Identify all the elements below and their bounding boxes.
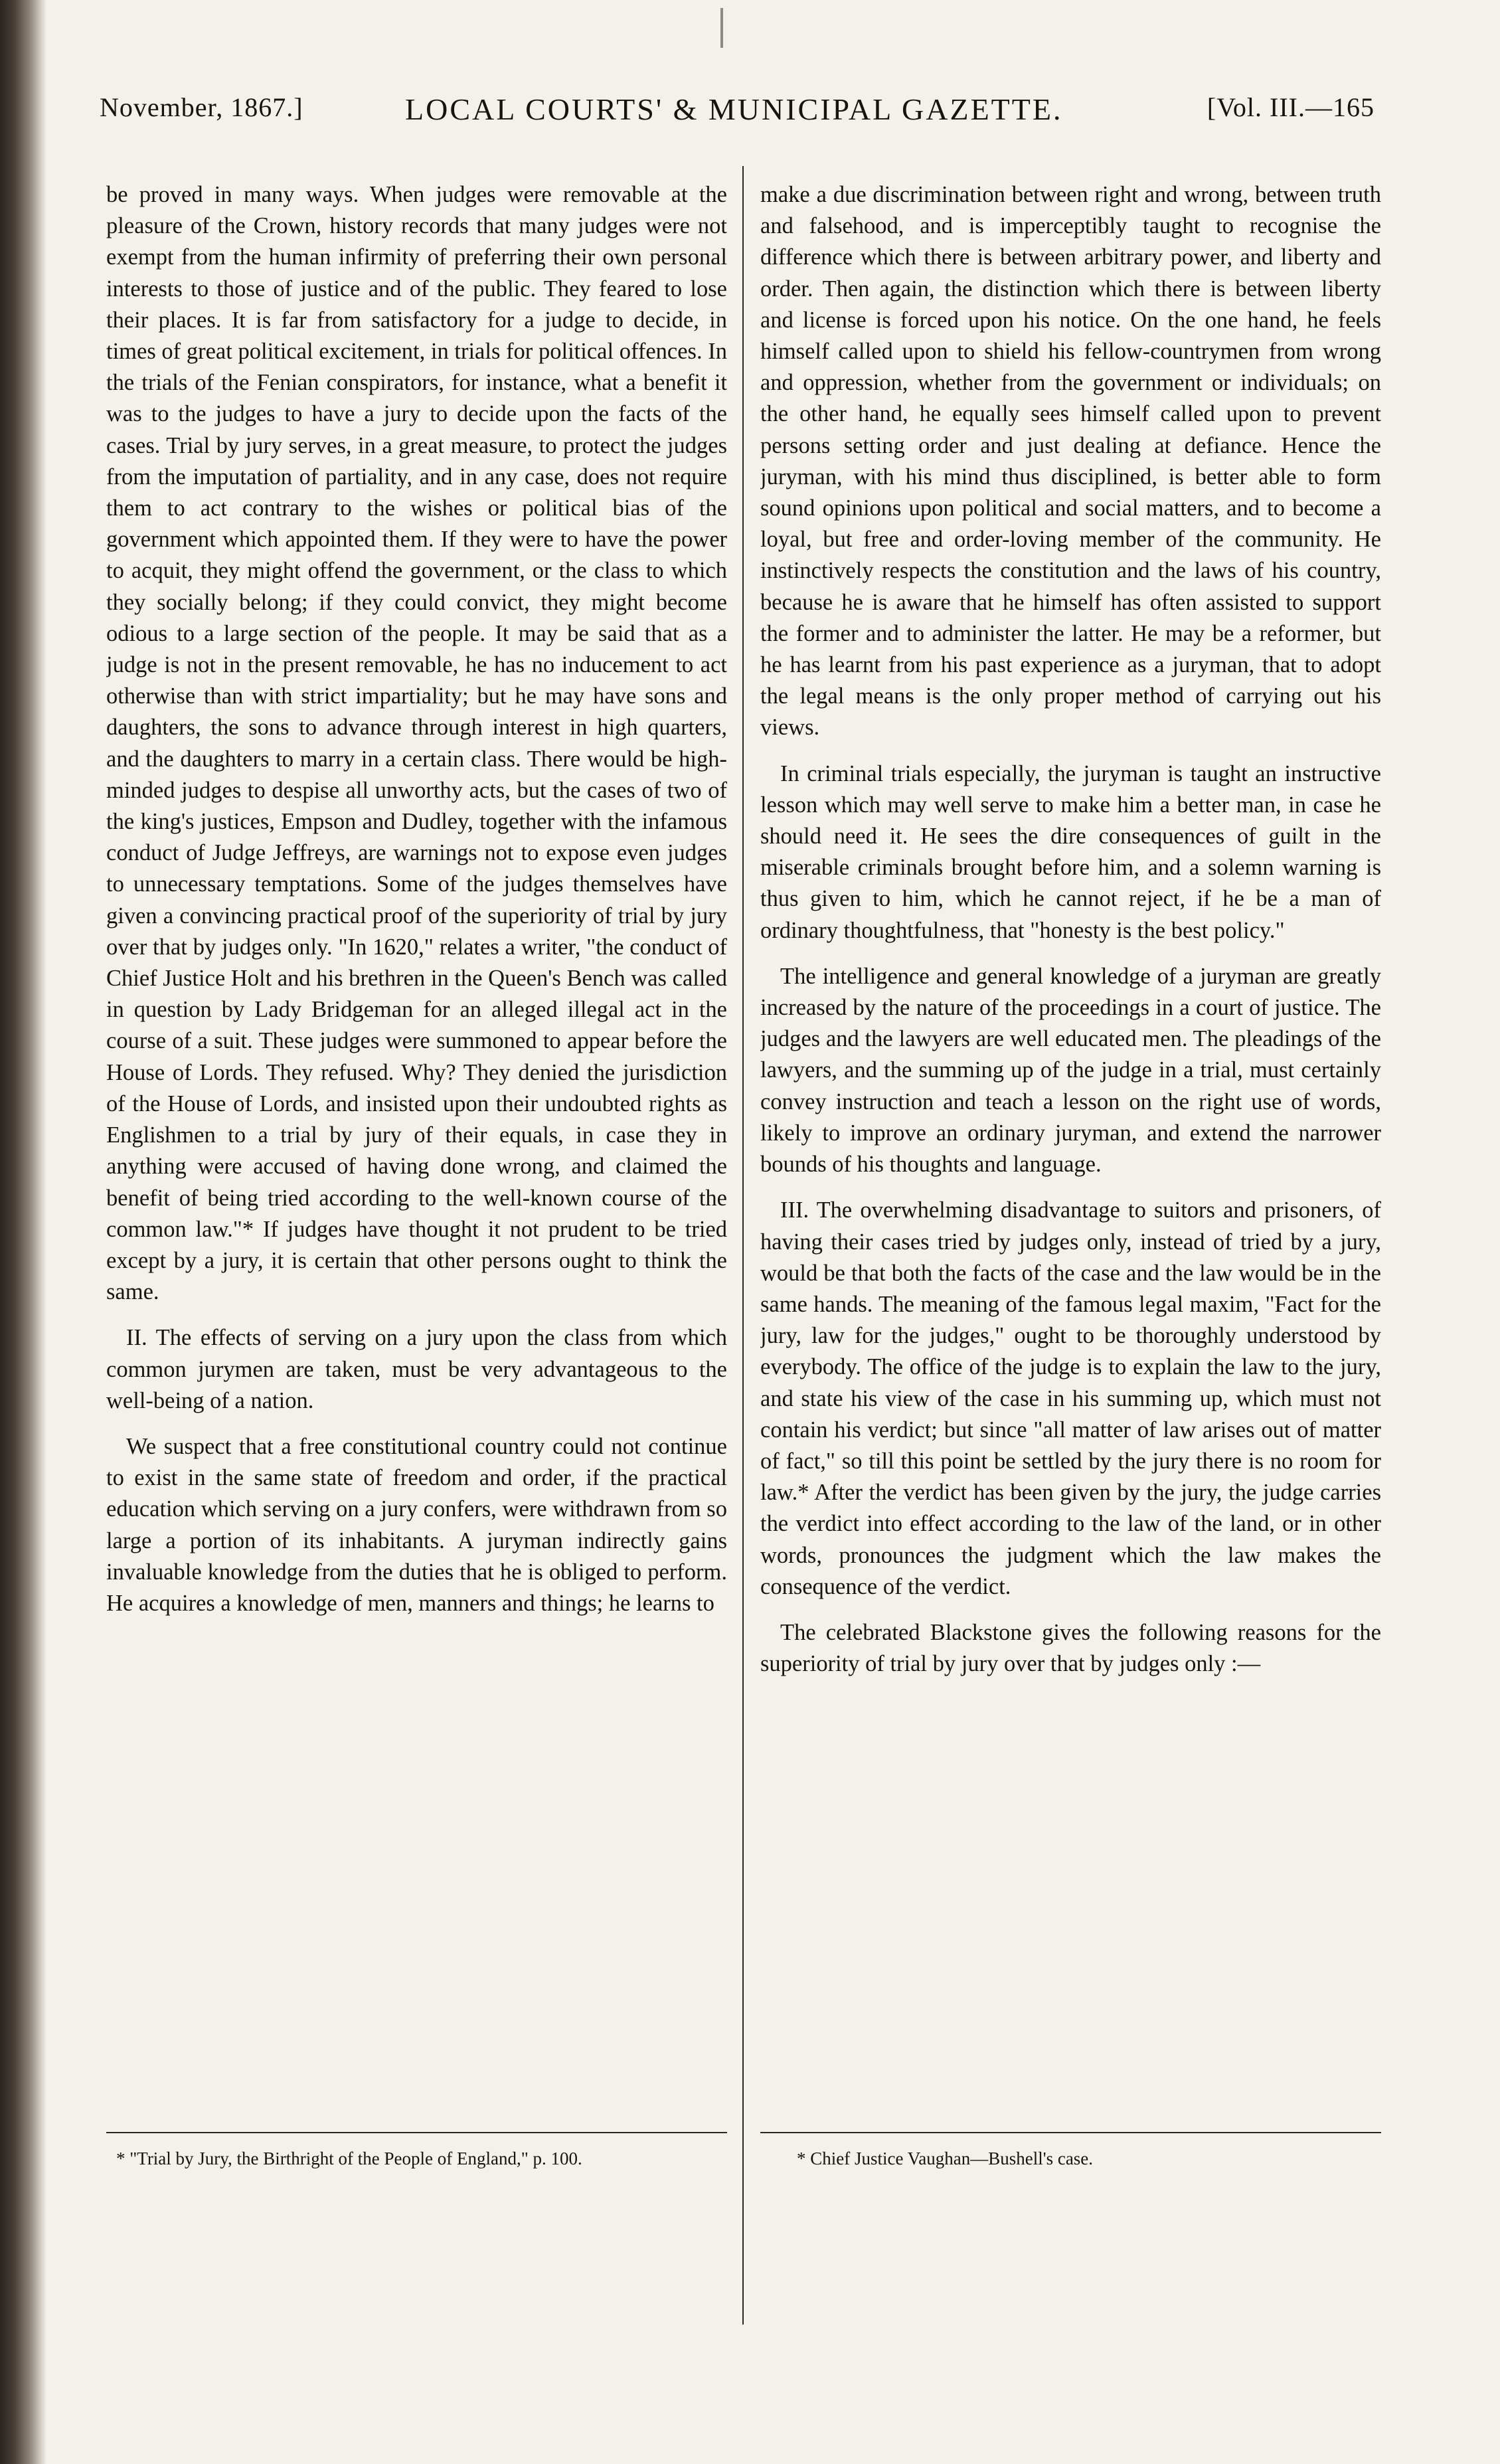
paragraph: be proved in many ways. When judges were removable at the pleasure of the Crown, history records that many judges were not exempt from the human infirmity of preferring their own personal interests to those of justice and of the public. They feared to lose their places. It is far from satisfactory for a judge to decide, in times of great political excitement, in trials for political offences. In the trials of the Fenian conspirators, for instance, what a benefit it was to the judges to have a jury to decide upon the facts of the cases. Trial by jury serves, in a great measure, to protect the judges from the imputation of partiality, and in any case, does not require them to act contrary to the wishes or political bias of the government which appointed them. If they were to have the power to acquit, they might offend the government, or the class to which they socially belong; if they could convict, they might become odious to a large section of the people. It may be said that as a judge is not in the present removable, he has no inducement to act otherwise than with strict impartiality; but he may have sons and daughters, the sons to advance through interest in high quarters, and the daughters to marry in a certain class. There would be high-minded judges to despise all unworthy acts, but the cases of two of the king's justices, Empson and Dudley, together with the infamous conduct of Judge Jeffreys, are warnings not to expose even judges to unnecessary temptations. Some of the judges themselves have given a convincing practical proof of the superiority of trial by jury over that by judges only. "In 1620," relates a writer, "the conduct of Chief Justice Holt and his brethren in the Queen's Bench was called in question by Lady Bridgeman for an alleged illegal act in the course of a suit. These judges were summoned to appear before the House of Lords. They refused. Why? They denied the jurisdiction of the House of Lords, and insisted upon their undoubted rights as Englishmen to a trial by jury of their equals, in case they in anything were accused of having done wrong, and claimed the benefit of being tried according to the well-known course of the common law."* If judges have thought it not prudent to be tried except by a jury, it is certain that other persons ought to think the same. xyxy=(106,182,727,1305)
paragraph: In criminal trials especially, the juryman is taught an instructive lesson which may well serve to make him a better man, in case he should need it. He sees the dire consequences of guilt in the miserable criminals brought before him, and a solemn warning is thus given to him, which he cannot reject, if he be a man of ordinary thoughtfulness, that "honesty is the best policy." xyxy=(760,760,1381,943)
issue-date: November, 1867.] xyxy=(100,92,303,122)
left-column xyxy=(106,179,727,1893)
right-column xyxy=(760,179,1381,1893)
paragraph: make a due discrimination between right and wrong, between truth and falsehood, and is imperceptibly taught to recognise the difference which there is between arbitrary power, and liberty and order. Then again, the distinction which there is between liberty and license is forced upon his notice. On the one hand, he feels himself called upon to shield his fellow-countrymen from wrong and oppression, whether from the government or individuals; on the other hand, he equally sees himself called upon to prevent persons setting order and just dealing at defiance. Hence the juryman, with his mind thus disciplined, is better able to form sound opinions upon political and social matters, and to become a loyal, but free and order-loving member of the community. He instinctively respects the constitution and the laws of his country, because he is aware that he himself has often assisted to support the former and to administer the latter. He may be a reformer, but he has learnt from his past experience as a juryman, that to adopt the legal means is the only proper method of carrying out his views. xyxy=(760,182,1381,741)
footnote: * "Trial by Jury, the Birthright of the People of England," p. 100. xyxy=(116,2149,582,2168)
paragraph: III. The overwhelming disadvantage to suitors and prisoners, of having their cases tried by judges only, instead of tried by a jury, would be that both the facts of the case and the law would be in the same hands. The meaning of the famous legal maxim, "Fact for the jury, law for the judges," ought to be thoroughly understood by everybody. The office of the judge is to explain the law to the jury, and state his view of the case in his summing up, which must not contain his verdict; but since "all matter of law arises out of matter of fact," so till this point be settled by the jury there is no room for law.* After the verdict has been given by the jury, the judge carries the verdict into effect according to the law of the land, or in other words, pronounces the judgment which the law makes the consequence of the verdict. xyxy=(760,1197,1381,1599)
publication-title: LOCAL COURTS' & MUNICIPAL GAZETTE. xyxy=(405,92,1063,126)
footnote: * Chief Justice Vaughan—Bushell's case. xyxy=(797,2149,1094,2168)
footnote-rule xyxy=(106,2132,727,2133)
scan-mark xyxy=(720,8,723,48)
column-divider xyxy=(742,166,744,2325)
paragraph: II. The effects of serving on a jury upon the class from which common jurymen are taken, must be very advantageous to the well-being of a nation. xyxy=(106,1325,727,1413)
page-binding-edge xyxy=(0,0,46,2464)
paragraph: We suspect that a free constitutional country could not continue to exist in the same state of freedom and order, if the practical education which serving on a jury confers, were withdrawn from so large a portion of its inhabitants. A juryman indirectly gains invaluable knowledge from the duties that he is obliged to perform. He acquires a knowledge of men, manners and things; he learns to xyxy=(106,1433,727,1616)
running-header xyxy=(100,92,1375,138)
paragraph: The celebrated Blackstone gives the following reasons for the superiority of trial by jury over that by judges only :— xyxy=(760,1619,1381,1677)
paragraph: The intelligence and general knowledge of a juryman are greatly increased by the nature of the proceedings in a court of justice. The judges and the lawyers are well educated men. The pleadings of the lawyers, and the summing up of the judge in a trial, must certainly convey instruction and teach a lesson on the right use of words, likely to improve an ordinary juryman, and extend the narrower bounds of his thoughts and language. xyxy=(760,963,1381,1178)
footnote-rule xyxy=(760,2132,1381,2133)
volume-page-number: [Vol. III.—165 xyxy=(1207,92,1375,122)
